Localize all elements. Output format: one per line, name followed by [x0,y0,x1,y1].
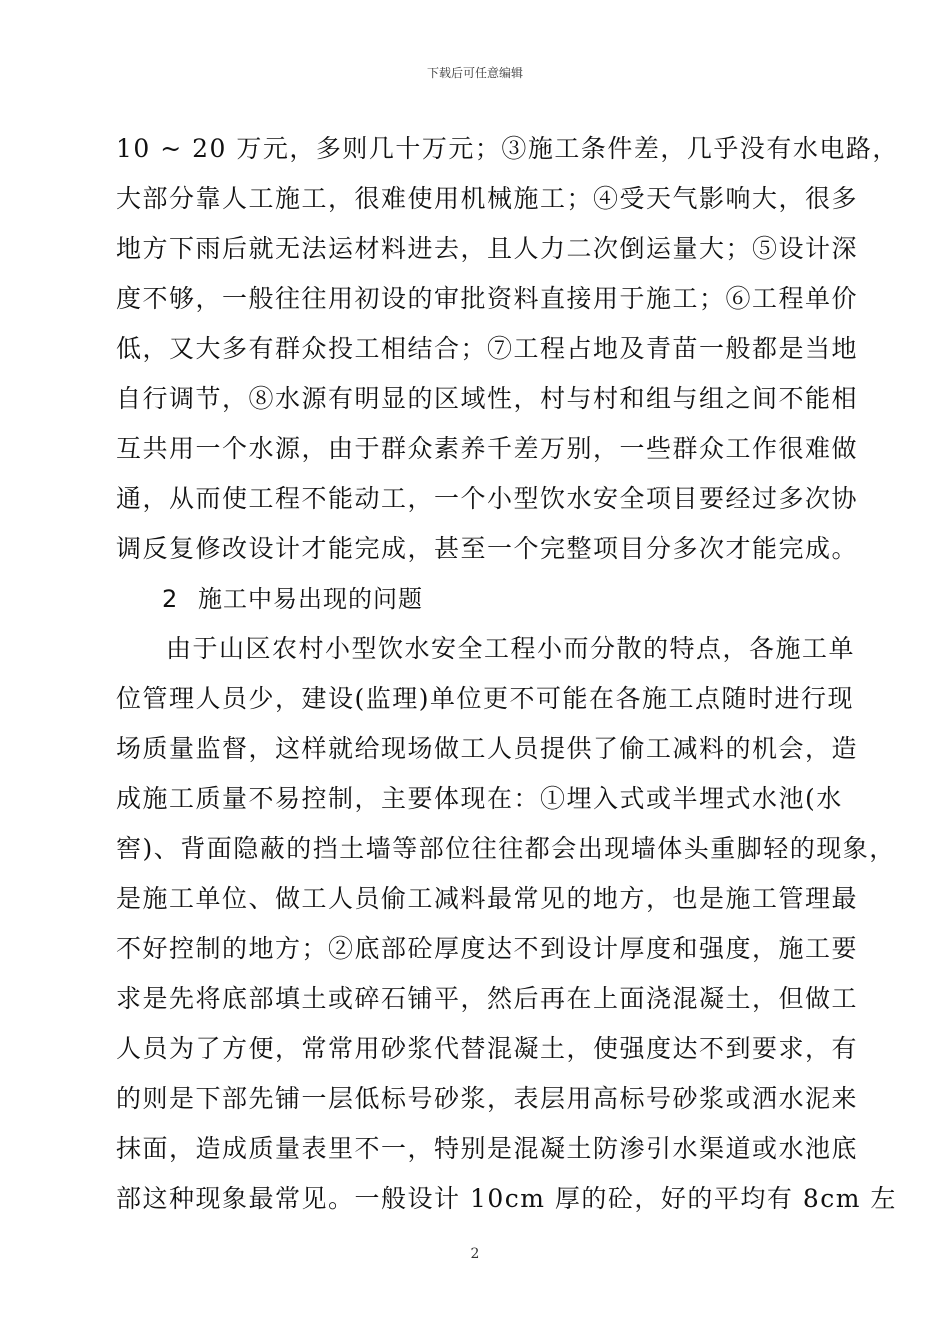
text-line: 人员为了方便，常常用砂浆代替混凝土，使强度达不到要求，有 [116,1034,859,1063]
text-line: 是施工单位、做工人员偷工减料最常见的地方，也是施工管理最 [116,884,859,913]
text-line: 自行调节，⑧水源有明显的区域性，村与村和组与组之间不能相 [116,384,859,413]
section-heading [116,580,836,630]
body-text [116,130,899,1230]
text-line: 10 ~ 20 万元，多则几十万元；③施工条件差，几乎没有水电路， [116,134,899,163]
text-line: 成施工质量不易控制，主要体现在：①埋入式或半埋式水池(水 [116,784,843,813]
text-line: 由于山区农村小型饮水安全工程小而分散的特点，各施工单 [166,634,856,663]
text-line: 的则是下部先铺一层低标号砂浆，表层用高标号砂浆或洒水泥来 [116,1084,859,1113]
text-line: 互共用一个水源，由于群众素养千差万别，一些群众工作很难做 [116,434,859,463]
text-line: 调反复修改设计才能完成，甚至一个完整项目分多次才能完成。 [116,534,859,563]
page-header: 下载后可任意编辑 [426,66,523,80]
page-number: 2 [470,1246,480,1262]
text-line: 抹面，造成质量表里不一，特别是混凝土防渗引水渠道或水池底 [116,1134,859,1163]
text-line: 大部分靠人工施工，很难使用机械施工；④受天气影响大，很多 [116,184,859,213]
text-line: 场质量监督，这样就给现场做工人员提供了偷工减料的机会，造 [116,734,859,763]
text-line: 度不够，一般往往用初设的审批资料直接用于施工；⑥工程单价 [116,284,859,313]
section-title: 施工中易出现的问题 [198,585,423,613]
text-line: 低，又大多有群众投工相结合；⑦工程占地及青苗一般都是当地 [116,334,859,363]
text-line: 位管理人员少，建设(监理)单位更不可能在各施工点随时进行现 [116,684,855,713]
text-line: 求是先将底部填土或碎石铺平，然后再在上面浇混凝土，但做工 [116,984,859,1013]
text-line: 窖)、背面隐蔽的挡土墙等部位往往都会出现墙体头重脚轻的现象， [116,834,896,863]
section-number: 2 [162,585,179,613]
text-line: 通，从而使工程不能动工，一个小型饮水安全项目要经过多次协 [116,484,859,513]
text-line: 部这种现象最常见。一般设计 10cm 厚的砼，好的平均有 8cm 左 [116,1184,897,1213]
text-line: 不好控制的地方；②底部砼厚度达不到设计厚度和强度，施工要 [116,934,859,963]
text-line: 地方下雨后就无法运材料进去，且人力二次倒运量大；⑤设计深 [116,234,859,263]
